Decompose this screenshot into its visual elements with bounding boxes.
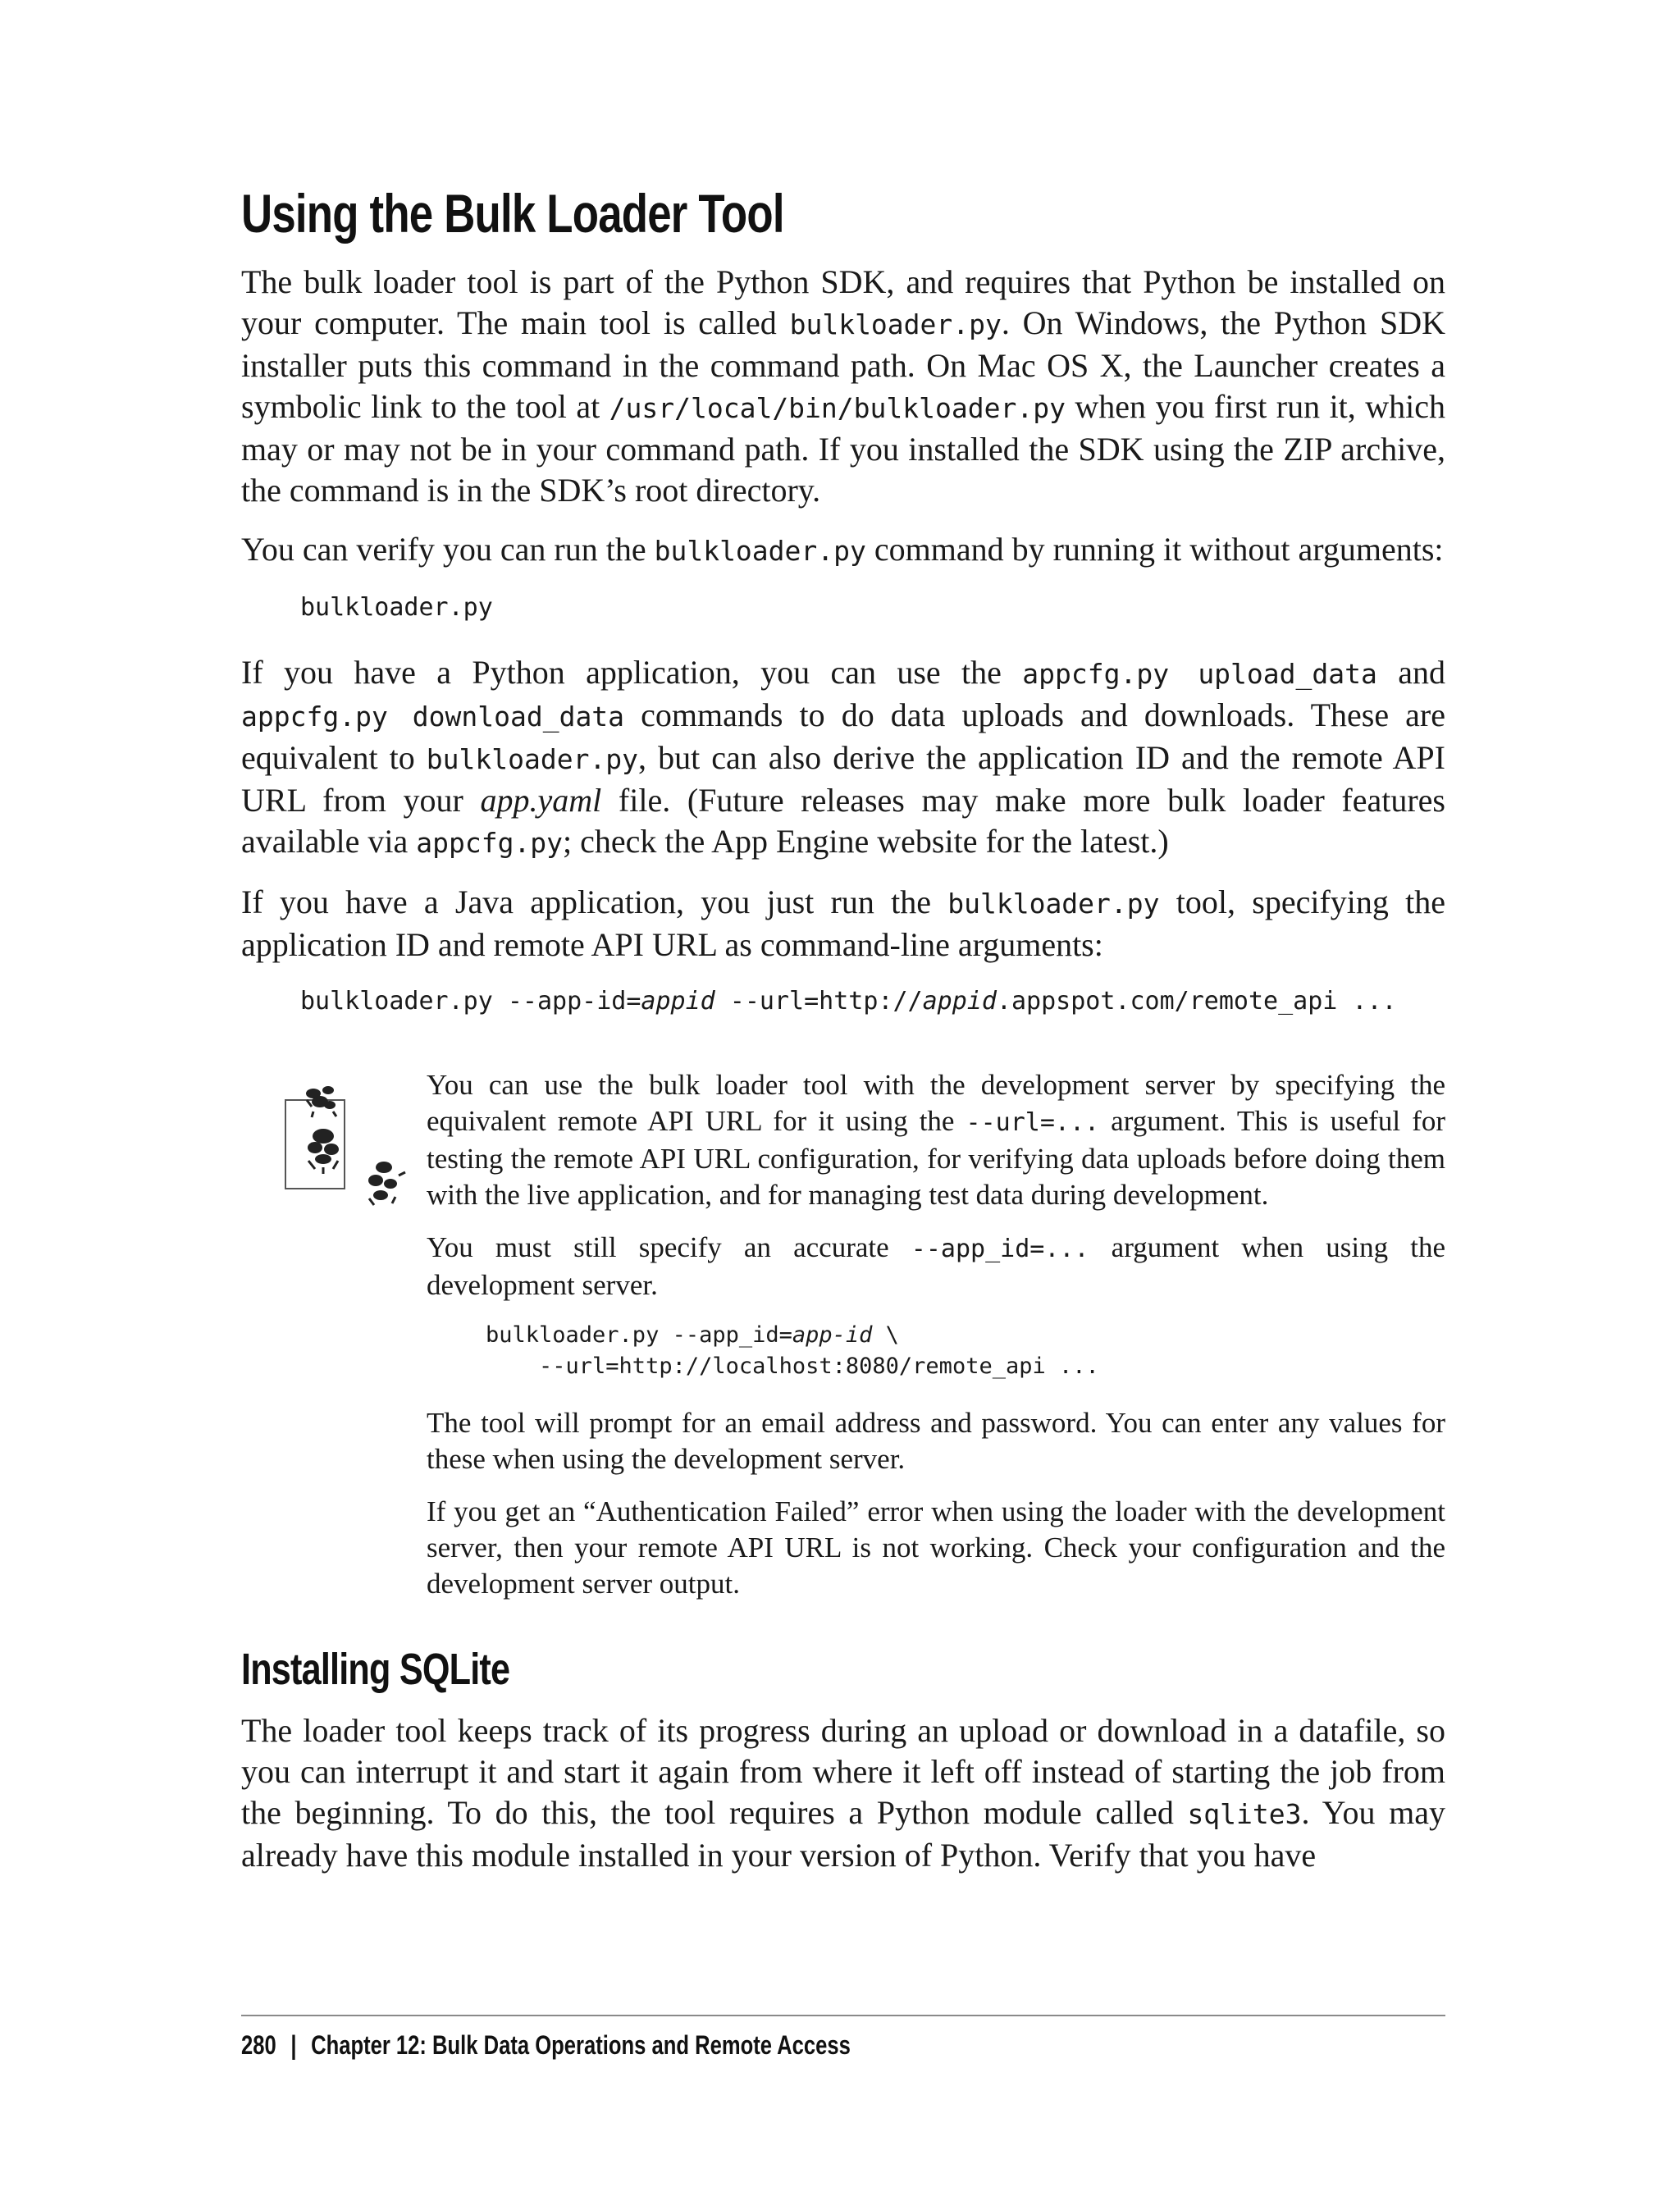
code-text: --url=http://localhost:8080/remote_api ... <box>486 1354 1099 1379</box>
text: The loader tool keeps track of its progress during an upload or download in a datafile, so you can interrupt it and start it again from where it left off instead of starting the job from the beginning. To do this, the tool requires a Python module called <box>241 1712 1445 1831</box>
code-text: .appspot.com/remote_api ... <box>996 987 1397 1016</box>
inline-code: --app_id=... <box>911 1235 1089 1263</box>
subsection-heading: Installing SQLite <box>241 1645 510 1694</box>
page-footer <box>241 2015 1445 2064</box>
text: command by running it without arguments: <box>865 531 1444 568</box>
text: argument when using the development server. <box>427 1231 1445 1301</box>
text: , but can also derive the application ID and the remote API URL from your <box>241 739 1445 819</box>
tip-note <box>241 1067 1445 1602</box>
inline-code: --url=... <box>966 1108 1100 1137</box>
inline-code: bulkloader.py <box>426 743 639 775</box>
note-paragraph-2 <box>427 1230 1445 1303</box>
footer-text <box>241 2026 1204 2064</box>
inline-code: bulkloader.py <box>789 308 1002 340</box>
text: You must still specify an accurate <box>427 1231 911 1263</box>
inline-code: bulkloader.py <box>654 535 866 567</box>
text: If you have a Python application, you can use the <box>241 654 1023 691</box>
text: tool, specifying the application ID and remote API URL as command-line arguments: <box>241 883 1445 963</box>
code-text: --url=http:// <box>714 987 923 1016</box>
text: . You may already have this module installed in your version of Python. Verify that you have <box>241 1794 1446 1874</box>
text: The bulk loader tool is part of the Python SDK, and requires that Python be installed on your computer. The main tool is called <box>241 263 1445 341</box>
chapter-title: Chapter 12: Bulk Data Operations and Remote Access <box>311 2030 851 2060</box>
code-text: bulkloader.py --app_id= <box>486 1322 792 1348</box>
note-code-block <box>486 1320 1445 1382</box>
code-placeholder: app-id <box>792 1322 873 1348</box>
code-block-bulkloader: bulkloader.py <box>300 593 493 622</box>
note-paragraph-1 <box>427 1067 1445 1213</box>
paragraph-java-app <box>241 882 1445 966</box>
text: ; check the App Engine website for the latest.) <box>563 823 1169 860</box>
inline-code: appcfg.py upload_data <box>1022 658 1377 690</box>
note-paragraph-3: The tool will prompt for an email address and password. You can enter any values for these when using the development server. <box>427 1407 1445 1475</box>
page-content <box>241 176 1445 1894</box>
footer-divider <box>241 2015 1445 2016</box>
inline-code: appcfg.py download_data <box>241 701 625 733</box>
note-paragraph-4: If you get an “Authentication Failed” error when using the loader with the development server, then your remote API URL is not working. Check your configuration and the development server output. <box>427 1495 1445 1600</box>
section-heading: Using the Bulk Loader Tool <box>241 183 784 244</box>
text: when you first run it, which may or may not be in your command path. If you installed the SDK using the ZIP archive, the command is in the SDK’s root directory. <box>241 388 1445 509</box>
code-placeholder: appid <box>922 987 997 1016</box>
text: and <box>1376 654 1445 691</box>
code-text: \ <box>872 1322 899 1348</box>
text: If you have a Java application, you just run the <box>241 883 948 920</box>
inline-code: appcfg.py <box>416 827 564 859</box>
paragraph-sqlite <box>241 1710 1445 1876</box>
paragraph-verify <box>241 529 1445 572</box>
text: file. (Future releases may make more bulk loader features available via <box>241 782 1445 860</box>
text: argument. This is useful for testing the remote API URL configuration, for verifying data uploads before doing them with the live application, and for managing test data during development. <box>427 1105 1446 1211</box>
tip-icon <box>284 1075 423 1215</box>
text: You can use the bulk loader tool with the development server by specifying the equivalent remote API URL for it using the <box>427 1069 1445 1137</box>
inline-code: sqlite3 <box>1187 1798 1302 1830</box>
text: commands to do data uploads and downloads. These are equivalent to <box>241 696 1445 776</box>
paragraph-python-app <box>241 652 1445 864</box>
code-text: bulkloader.py --app-id= <box>300 987 641 1016</box>
code-block-java <box>300 984 1445 1020</box>
inline-code: /usr/local/bin/bulkloader.py <box>609 392 1066 424</box>
footer-separator: | <box>290 2030 297 2060</box>
page-number: 280 <box>241 2030 276 2060</box>
paragraph-intro <box>241 262 1445 511</box>
code-placeholder: appid <box>641 987 715 1016</box>
text: . On Windows, the Python SDK installer puts this command in the command path. On Mac OS X, the Launcher creates a symbolic link to the tool at <box>241 304 1445 425</box>
text: You can verify you can run the <box>241 531 655 568</box>
inline-code: bulkloader.py <box>947 888 1160 920</box>
filename: app.yaml <box>480 782 602 819</box>
